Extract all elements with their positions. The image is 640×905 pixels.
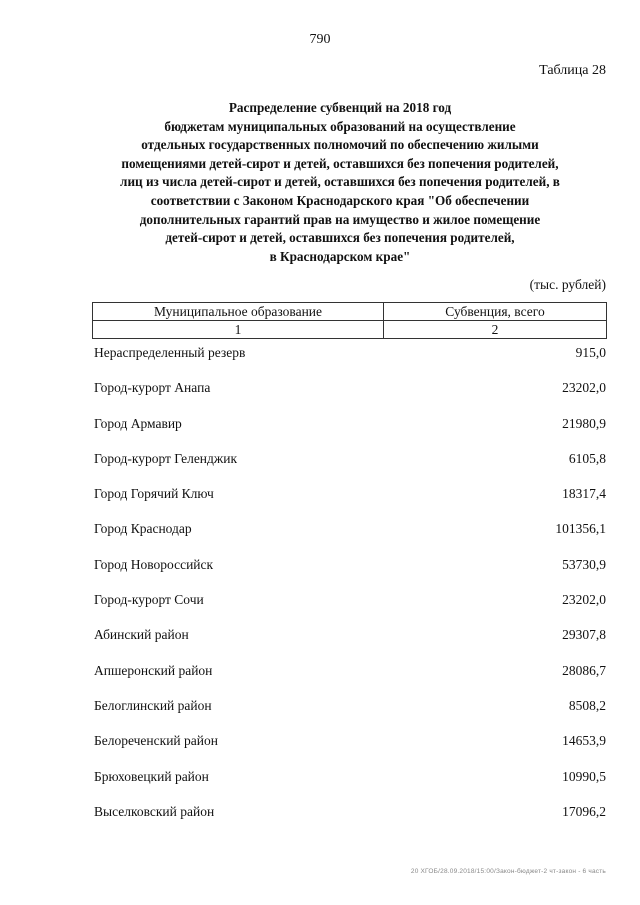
column-number-2: 2	[384, 321, 607, 339]
table-row	[94, 415, 606, 450]
table-row	[94, 556, 606, 591]
table-row	[94, 379, 606, 414]
table-row	[94, 803, 606, 838]
row-name: Город-курорт Геленджик	[94, 450, 238, 466]
title-line: детей-сирот и детей, оставшихся без попечения родителей,	[165, 230, 515, 246]
title-line: в Краснодарском крае"	[269, 248, 411, 264]
title-line: лиц из числа детей-сирот и детей, оставшихся без попечения родителей, в	[120, 174, 560, 190]
row-name: Город Новороссийск	[94, 556, 214, 572]
table-row	[94, 485, 606, 520]
footer-note: 20 ХГОБ/28.09.2018/15:00/Закон-бюджет-2 чт-закон - 6 часть	[410, 868, 606, 875]
row-name: Город-курорт Анапа	[94, 380, 211, 396]
row-name: Нераспределенный резерв	[94, 345, 246, 360]
title-line: помещениями детей-сирот и детей, оставшихся без попечения родителей,	[121, 155, 559, 171]
table-row	[94, 520, 606, 555]
table-row	[94, 450, 606, 485]
column-number-row	[93, 321, 607, 339]
row-value: 6105,8	[568, 450, 606, 466]
row-name: Город-курорт Сочи	[94, 592, 204, 608]
row-name: Город Армавир	[94, 415, 182, 431]
row-value: 14653,9	[562, 733, 606, 749]
table-body	[94, 344, 606, 838]
table-row	[94, 768, 606, 803]
column-number-1: 1	[93, 321, 384, 339]
row-value: 29307,8	[562, 627, 606, 643]
table-row	[94, 732, 606, 767]
row-name: Апшеронский район	[94, 662, 213, 678]
table-row	[94, 344, 606, 379]
row-name: Абинский район	[94, 627, 189, 643]
page-number: 790	[309, 32, 331, 47]
row-value: 53730,9	[562, 556, 606, 572]
row-value: 915,0	[575, 345, 606, 360]
row-name: Город Краснодар	[94, 521, 192, 537]
row-value: 18317,4	[562, 486, 606, 502]
row-name: Белореченский район	[94, 733, 218, 749]
header-municipality: Муниципальное образование	[93, 303, 384, 321]
row-name: Белоглинский район	[94, 697, 212, 713]
row-name: Город Горячий Ключ	[94, 486, 214, 502]
title-line: бюджетам муниципальных образований на осуществление	[164, 118, 516, 134]
row-value: 101356,1	[555, 521, 606, 537]
table-row	[94, 662, 606, 697]
title-line: отдельных государственных полномочий по обеспечению жилыми	[141, 137, 539, 153]
row-value: 10990,5	[562, 768, 606, 784]
row-value: 17096,2	[562, 803, 606, 819]
table-header	[92, 302, 607, 339]
row-name: Выселковский район	[94, 803, 215, 819]
title-line: соответствии с Законом Краснодарского края "Об обеспечении	[150, 192, 530, 208]
title-line: дополнительных гарантий прав на имущество и жилое помещение	[139, 211, 541, 227]
row-name: Брюховецкий район	[94, 768, 209, 784]
units-label: (тыс. рублей)	[529, 277, 606, 292]
header-subvention: Субвенция, всего	[384, 303, 607, 321]
row-value: 23202,0	[562, 592, 606, 608]
table-label: Таблица 28	[539, 63, 606, 78]
header-row	[93, 303, 607, 321]
row-value: 21980,9	[562, 415, 606, 431]
row-value: 23202,0	[562, 380, 606, 396]
document-title	[30, 99, 640, 266]
table-row	[94, 697, 606, 732]
row-value: 8508,2	[568, 697, 606, 713]
table-row	[94, 626, 606, 661]
table-row	[94, 591, 606, 626]
row-value: 28086,7	[562, 662, 606, 678]
title-line: Распределение субвенций на 2018 год	[228, 100, 452, 115]
